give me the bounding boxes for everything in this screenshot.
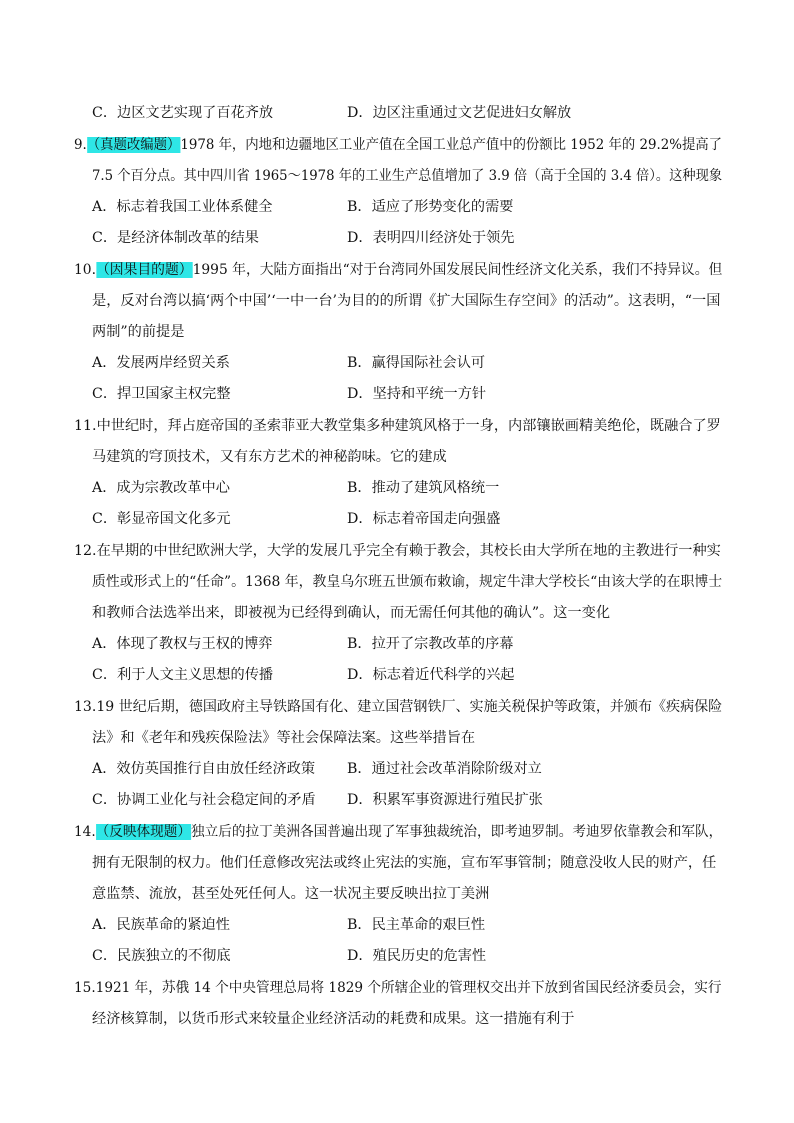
q13-stem-line1 bbox=[74, 697, 722, 717]
q9-text-1: 1978 年，内地和边疆地区工业产值在全国工业总产值中的份额比 1952 年的 29.2%提高了 bbox=[180, 137, 723, 153]
q10-option-c[interactable]: C．捍卫国家主权完整 bbox=[92, 386, 231, 402]
q13-stem-line2: 法》和《老年和残疾保险法》等社会保障法案。这些举措旨在 bbox=[92, 730, 476, 746]
q15-stem-line1 bbox=[74, 978, 722, 998]
q14-option-a[interactable]: A．民族革命的紧迫性 bbox=[92, 917, 230, 933]
q15-text-1: 1921 年，苏俄 14 个中央管理总局将 1829 个所辖企业的管理权交出并下放到省国民经济委员会，实行 bbox=[95, 980, 722, 996]
q10-option-a[interactable]: A．发展两岸经贸关系 bbox=[92, 355, 230, 371]
q9-stem-line1 bbox=[74, 135, 722, 155]
q14-text-1: 独立后的拉丁美洲各国普遍出现了军事独裁统治，即考迪罗制。考迪罗依靠教会和军队， bbox=[191, 824, 723, 840]
q9-stem-line2: 7.5 个百分点。其中四川省 1965～1978 年的工业生产总值增加了 3.9 倍（高于全国的 3.4 倍）。这种现象 bbox=[92, 168, 723, 184]
q12-stem-line1 bbox=[74, 541, 721, 561]
q13-option-a[interactable]: A．效仿英国推行自由放任经济政策 bbox=[92, 761, 316, 777]
q11-number: 11. bbox=[74, 418, 97, 434]
q14-option-d[interactable]: D．殖民历史的危害性 bbox=[347, 948, 487, 964]
q10-stem-line2: 是，反对台湾以搞‘两个中国’‘一中一台’为目的的所谓《扩大国际生存空间》的活动”。这表明，“一国 bbox=[92, 293, 721, 309]
q11-text-1: 中世纪时，拜占庭帝国的圣索菲亚大教堂集多种建筑风格于一身，内部镶嵌画精美绝伦，既融合了罗 bbox=[96, 418, 721, 434]
q14-stem-line3: 意监禁、流放，甚至处死任何人。这一状况主要反映出拉丁美洲 bbox=[92, 886, 490, 902]
q12-option-d[interactable]: D．标志着近代科学的兴起 bbox=[347, 667, 515, 683]
q12-option-c[interactable]: C．利于人文主义思想的传播 bbox=[92, 667, 274, 683]
q14-option-c[interactable]: C．民族独立的不彻底 bbox=[92, 948, 231, 964]
q13-option-d[interactable]: D．积累军事资源进行殖民扩张 bbox=[347, 792, 543, 808]
q10-stem-line3: 两制”的前提是 bbox=[92, 324, 185, 340]
q9-number: 9. bbox=[74, 137, 87, 153]
q11-option-a[interactable]: A．成为宗教改革中心 bbox=[92, 480, 230, 496]
q14-type-tag: （反映体现题） bbox=[95, 824, 192, 840]
q14-stem-line1 bbox=[74, 822, 722, 842]
q9-option-d[interactable]: D．表明四川经济处于领先 bbox=[347, 230, 515, 246]
q12-option-b[interactable]: B．拉开了宗教改革的序幕 bbox=[347, 636, 514, 652]
q13-text-1: 19 世纪后期，德国政府主导铁路国有化、建立国营钢铁厂、实施关税保护等政策，并颁布《疾病保险 bbox=[96, 699, 723, 715]
q12-text-1: 在早期的中世纪欧洲大学，大学的发展几乎完全有赖于教会，其校长由大学所在地的主教进行一种实 bbox=[96, 543, 721, 559]
q11-stem-line2: 马建筑的穹顶技术，又有东方艺术的神秘韵味。它的建成 bbox=[92, 449, 447, 465]
q11-option-b[interactable]: B．推动了建筑风格统一 bbox=[347, 480, 500, 496]
q13-number: 13. bbox=[74, 699, 97, 715]
q11-option-d[interactable]: D．标志着帝国走向强盛 bbox=[347, 511, 501, 527]
q15-number: 15. bbox=[74, 980, 96, 996]
q13-option-c[interactable]: C．协调工业化与社会稳定间的矛盾 bbox=[92, 792, 316, 808]
q9-type-tag: （真题改编题） bbox=[86, 137, 181, 153]
q10-text-1: 1995 年，大陆方面指出“对于台湾同外国发展民间性经济文化关系，我们不持异议。但 bbox=[192, 262, 723, 278]
q12-stem-line3: 和教师合法选举出来，即被视为已经得到确认，而无需任何其他的确认”。这一变化 bbox=[92, 605, 611, 621]
q15-stem-line2: 经济核算制，以货币形式来较量企业经济活动的耗费和成果。这一措施有利于 bbox=[92, 1011, 575, 1027]
q9-option-c[interactable]: C．是经济体制改革的结果 bbox=[92, 230, 259, 246]
q12-stem-line2: 质性或形式上的“任命”。1368 年，教皇乌尔班五世颁布敕谕，规定牛津大学校长“由该大学的在职博士 bbox=[92, 574, 723, 590]
q11-option-c[interactable]: C．彰显帝国文化多元 bbox=[92, 511, 231, 527]
q12-number: 12. bbox=[74, 543, 97, 559]
q14-number: 14. bbox=[74, 824, 96, 840]
q10-stem-line1 bbox=[74, 260, 722, 280]
q10-number: 10. bbox=[74, 262, 96, 278]
q10-option-b[interactable]: B．赢得国际社会认可 bbox=[347, 355, 486, 371]
q12-option-a[interactable]: A．体现了教权与王权的博弈 bbox=[92, 636, 273, 652]
q14-stem-line2: 拥有无限制的权力。他们任意修改宪法或终止宪法的实施，宣布军事管制；随意没收人民的财产，任 bbox=[92, 855, 717, 871]
q9-option-a[interactable]: A．标志着我国工业体系健全 bbox=[92, 199, 273, 215]
q10-type-tag: （因果目的题） bbox=[95, 262, 193, 278]
q9-option-b[interactable]: B．适应了形势变化的需要 bbox=[347, 199, 514, 215]
q14-option-b[interactable]: B．民主革命的艰巨性 bbox=[347, 917, 486, 933]
q10-option-d[interactable]: D．坚持和平统一方针 bbox=[347, 386, 487, 402]
q8-option-c[interactable]: C．边区文艺实现了百花齐放 bbox=[92, 105, 274, 121]
q8-option-d[interactable]: D．边区注重通过文艺促进妇女解放 bbox=[347, 105, 572, 121]
q13-option-b[interactable]: B．通过社会改革消除阶级对立 bbox=[347, 761, 542, 777]
q11-stem-line1 bbox=[74, 416, 721, 436]
